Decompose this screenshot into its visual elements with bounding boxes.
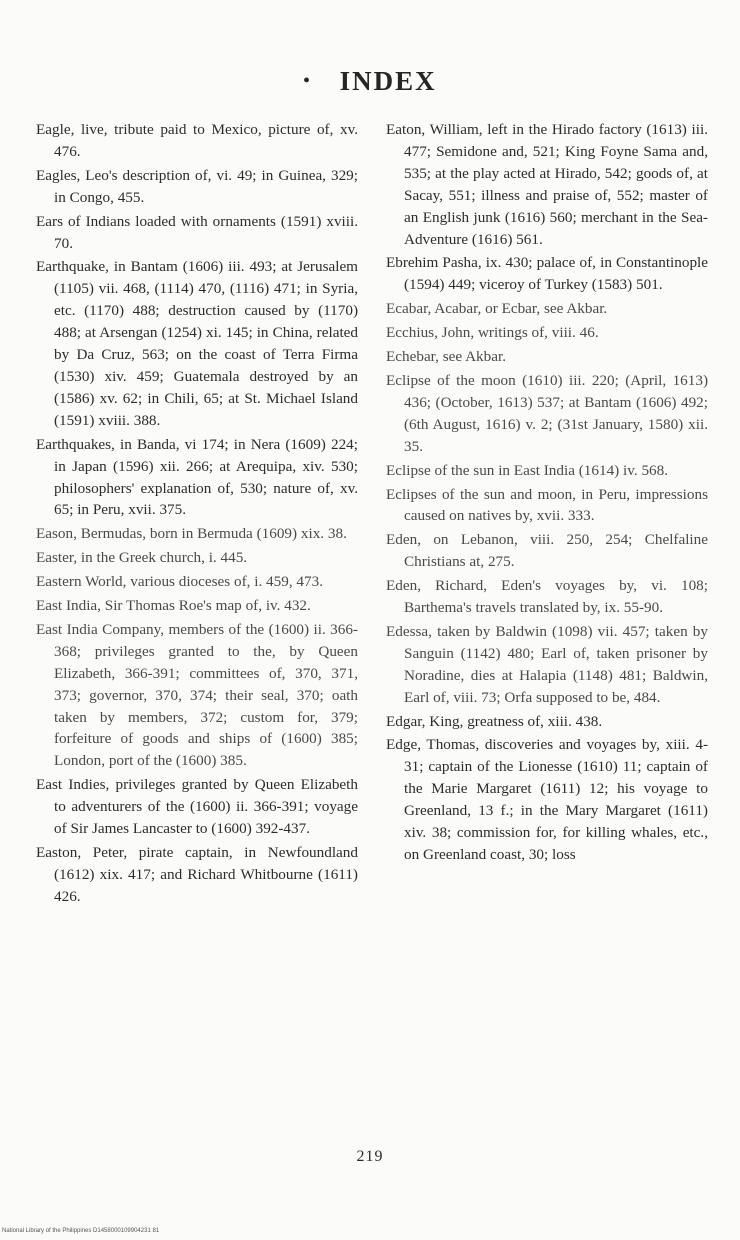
index-entry: Earthquake, in Bantam (1606) iii. 493; at Jerusalem (1105) vii. 468, (1114) 470, (1116) 471; in Syria, etc. (1170) 488; destruction caused by (1170) 488; at Arsengan (1254) xi. 145; in China, related by Da Cruz, 563; on the coast of Terra Firma (1530) xiv. 459; Guatemala destroyed by an (1586) xv. 62; in Chili, 65; at St. Michael Island (1591) xviii. 388. [36, 258, 358, 429]
index-entry: Ebrehim Pasha, ix. 430; palace of, in Constantinople (1594) 449; viceroy of Turkey (1583) 501. [386, 254, 708, 294]
title-text: INDEX [339, 66, 437, 96]
index-entry: Ecabar, Acabar, or Ecbar, see Akbar. [386, 300, 608, 318]
index-entry: Eclipses of the sun and moon, in Peru, impressions caused on natives by, xvii. 333. [386, 485, 708, 525]
index-entry: East India Company, members of the (1600) ii. 366-368; privileges granted to the, by Queen Elizabeth, 366-391; committees of, 370, 371, 373; governor, 370, 374; their seal, 370; oath taken by members, 372; custom for, 379; forfeiture of goods and ships of (1600) 385; London, port of the (1600) 385. [36, 620, 358, 770]
index-column-right [386, 119, 708, 868]
index-entry: Edgar, King, greatness of, xiii. 438. [386, 712, 603, 730]
index-entry: Eason, Bermudas, born in Bermuda (1609) xix. 38. [36, 525, 347, 543]
index-entry: Eastern World, various dioceses of, i. 459, 473. [36, 573, 324, 591]
index-entry: Edessa, taken by Baldwin (1098) vii. 457; taken by Sanguin (1142) 480; Earl of, taken prisoner by Noradine, dies at Halapia (1148) 481; Baldwin, Earl of, viii. 73; Orfa supposed to be, 484. [386, 622, 708, 706]
index-entry: Easton, Peter, pirate captain, in Newfoundland (1612) xix. 417; and Richard Whitbourne (1611) 426. [36, 844, 358, 905]
index-entry: Eagle, live, tribute paid to Mexico, picture of, xv. 476. [36, 121, 358, 160]
index-entry: Ecchius, John, writings of, viii. 46. [386, 324, 599, 342]
index-entry: Eaton, William, left in the Hirado factory (1613) iii. 477; Semidone and, 521; King Foyne Sama and, 535; at the play acted at Hirado, 542; goods of, at Sacay, 551; illness and praise of, 552; master of an English junk (1616) 560; merchant in the Sea-Adventure (1616) 561. [386, 121, 708, 248]
index-entry: East Indies, privileges granted by Queen Elizabeth to adventurers of the (1600) ii. 366-391; voyage of Sir James Lancaster to (1600) 392-437. [36, 776, 358, 838]
index-entry: Edge, Thomas, discoveries and voyages by, xiii. 4-31; captain of the Lionesse (1610) 11; captain of the Marie Margaret (1611) 12; his voyage to Greenland, 13 f.; in the Mary Margaret (1611) xiv. 38; commission for, for killing whales, etc., on Greenland coast, 30; loss [386, 736, 708, 863]
index-entry: East India, Sir Thomas Roe's map of, iv. 432. [36, 597, 311, 615]
index-entry: Eclipse of the moon (1610) iii. 220; (April, 1613) 436; (October, 1613) 537; at Bantam (1606) 492; (6th August, 1616) v. 2; (31st January, 1580) xii. 35. [386, 371, 708, 455]
page-number: 219 [356, 1148, 384, 1165]
index-entry: Easter, in the Greek church, i. 445. [36, 549, 248, 567]
title-bullet-mark: • [303, 70, 312, 90]
index-entry: Eden, on Lebanon, viii. 250, 254; Chelfaline Christians at, 275. [386, 531, 708, 571]
index-entry: Eden, Richard, Eden's voyages by, vi. 108; Barthema's travels translated by, ix. 55-90. [386, 577, 708, 617]
index-entry: Eclipse of the sun in East India (1614) iv. 568. [386, 461, 669, 479]
scan-credit: National Library of the Philippines D1458000109904231 81 [2, 1228, 160, 1234]
index-entry: Echebar, see Akbar. [386, 348, 506, 366]
index-entry: Earthquakes, in Banda, vi 174; in Nera (1609) 224; in Japan (1596) xii. 266; at Arequipa, xiv. 530; philosophers' explanation of, 530; nature of, xv. 65; in Peru, xvii. 375. [36, 435, 358, 519]
index-entry: Ears of Indians loaded with ornaments (1591) xviii. 70. [36, 212, 358, 252]
index-column-left [36, 119, 358, 910]
index-entry: Eagles, Leo's description of, vi. 49; in Guinea, 329; in Congo, 455. [36, 166, 358, 206]
page-title [0, 66, 740, 97]
